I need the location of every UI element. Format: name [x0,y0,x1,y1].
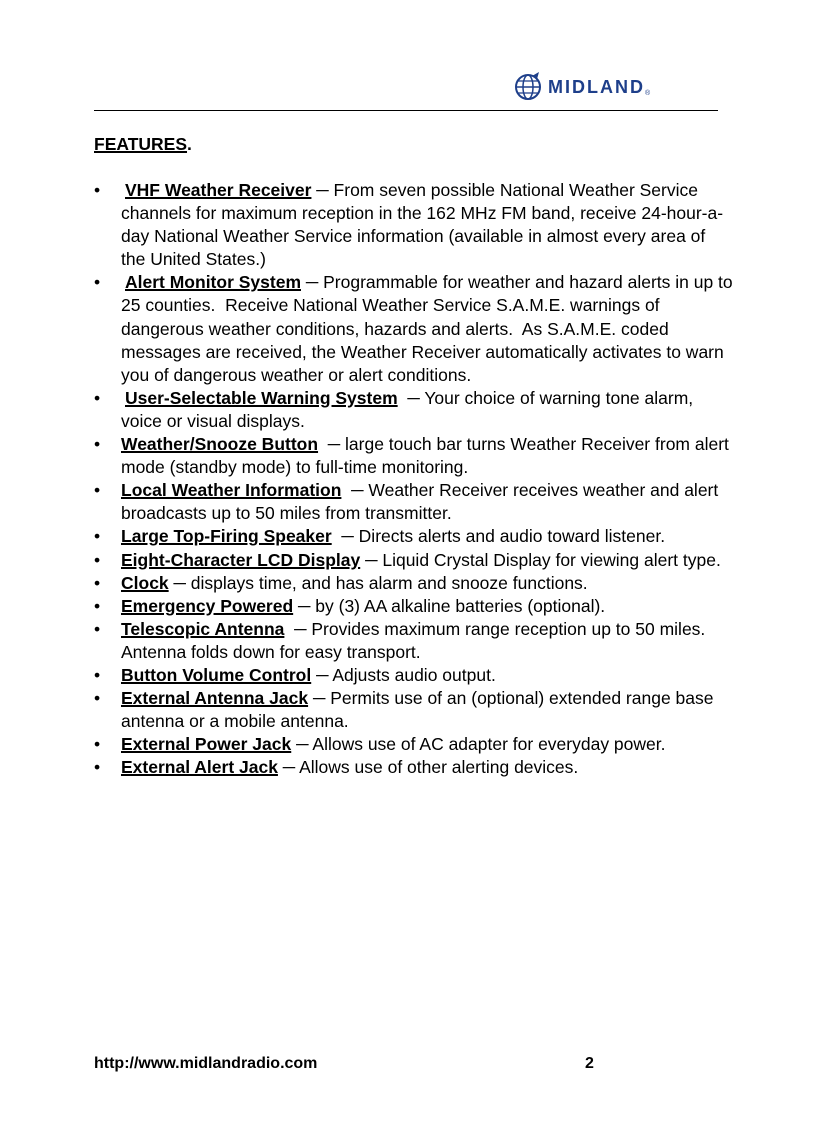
bullet-icon: • [94,272,101,293]
section-title-period: . [187,134,192,154]
footer-url[interactable]: http://www.midlandradio.com [94,1055,318,1072]
feature-term: Emergency Powered [121,595,294,616]
feature-item [94,549,734,572]
feature-term: Eight-Character LCD Display [121,549,361,570]
feature-item [94,271,738,386]
feature-term: User-Selectable Warning System [125,387,398,408]
bullet-icon: • [94,757,101,778]
feature-item [94,733,734,756]
header-rule [94,110,718,111]
feature-description: ─ by (3) AA alkaline batteries (optional). [293,595,606,616]
feature-description: ─ From seven possible National Weather Service channels for maximum reception in the 162 MHz FM band, receive 24-hour-a-day National Weather Service information (available in almost every area of the United States.) [121,180,724,270]
bullet-icon: • [94,572,101,593]
feature-description: ─ Your choice of warning tone alarm, voice or visual displays. [121,387,699,431]
feature-term: Weather/Snooze Button [121,434,319,455]
feature-term: Local Weather Information [121,480,342,501]
midland-logo [512,70,712,104]
feature-description: ─ Weather Receiver receives weather and alert broadcasts up to 50 miles from transmitter. [121,480,724,524]
feature-list [94,179,738,779]
feature-description: ─ Permits use of an (optional) extended range base antenna or a mobile antenna. [121,688,719,732]
bullet-icon: • [94,734,101,755]
bullet-icon: • [94,480,101,501]
bullet-icon: • [94,387,101,408]
bullet-icon: • [94,526,101,547]
feature-term: External Alert Jack [121,757,278,778]
feature-term: External Power Jack [121,734,292,755]
feature-description: ─ Directs alerts and audio toward listener. [331,526,666,547]
bullet-icon: • [94,549,101,570]
feature-item [94,433,734,479]
feature-item [94,664,734,687]
feature-description: ─ Allows use of AC adapter for everyday power. [291,734,666,755]
feature-term: Clock [121,572,169,593]
feature-description: ─ Liquid Crystal Display for viewing alert type. [360,549,721,570]
feature-item [94,756,734,779]
section-title-text: FEATURES [94,134,188,154]
feature-description: ─ displays time, and has alarm and snooze functions. [168,572,588,593]
bullet-icon: • [94,434,101,455]
page-number: 2 [585,1055,594,1072]
feature-description: ─ Allows use of other alerting devices. [277,757,579,778]
bullet-icon: • [94,688,101,709]
logo-wordmark: MIDLAND [548,77,645,97]
registered-mark: ® [645,89,651,97]
bullet-icon: • [94,595,101,616]
feature-item [94,525,734,548]
feature-term: VHF Weather Receiver [125,180,312,200]
bullet-icon: • [94,664,101,685]
section-title [94,133,192,155]
feature-term: Button Volume Control [121,664,312,685]
bullet-icon: • [94,180,101,200]
bullet-icon: • [94,618,101,639]
feature-term: Large Top-Firing Speaker [121,526,332,547]
feature-description: ─ large touch bar turns Weather Receiver from alert mode (standby mode) to full-time monitoring. [121,434,734,478]
feature-description: ─ Programmable for weather and hazard alerts in up to 25 counties. Receive National Weather Service S.A.M.E. warnings of dangerous weather conditions, hazards and alerts. As S.A.M.E. coded messages are received, the Weather Receiver automatically activates to warn you of dangerous weather or alert conditions. [121,272,738,385]
feature-item [94,479,734,525]
feature-item [94,595,734,618]
feature-item [94,687,734,733]
globe-logo-icon [512,70,546,104]
feature-term: Alert Monitor System [125,272,301,293]
feature-item [94,179,734,271]
feature-item [94,618,734,664]
feature-item [94,572,734,595]
feature-term: Telescopic Antenna [121,618,285,639]
feature-term: External Antenna Jack [121,688,309,709]
feature-description: ─ Adjusts audio output. [311,664,496,685]
feature-item [94,387,734,433]
feature-description: ─ Provides maximum range reception up to 50 miles. Antenna folds down for easy transport. [121,618,715,662]
